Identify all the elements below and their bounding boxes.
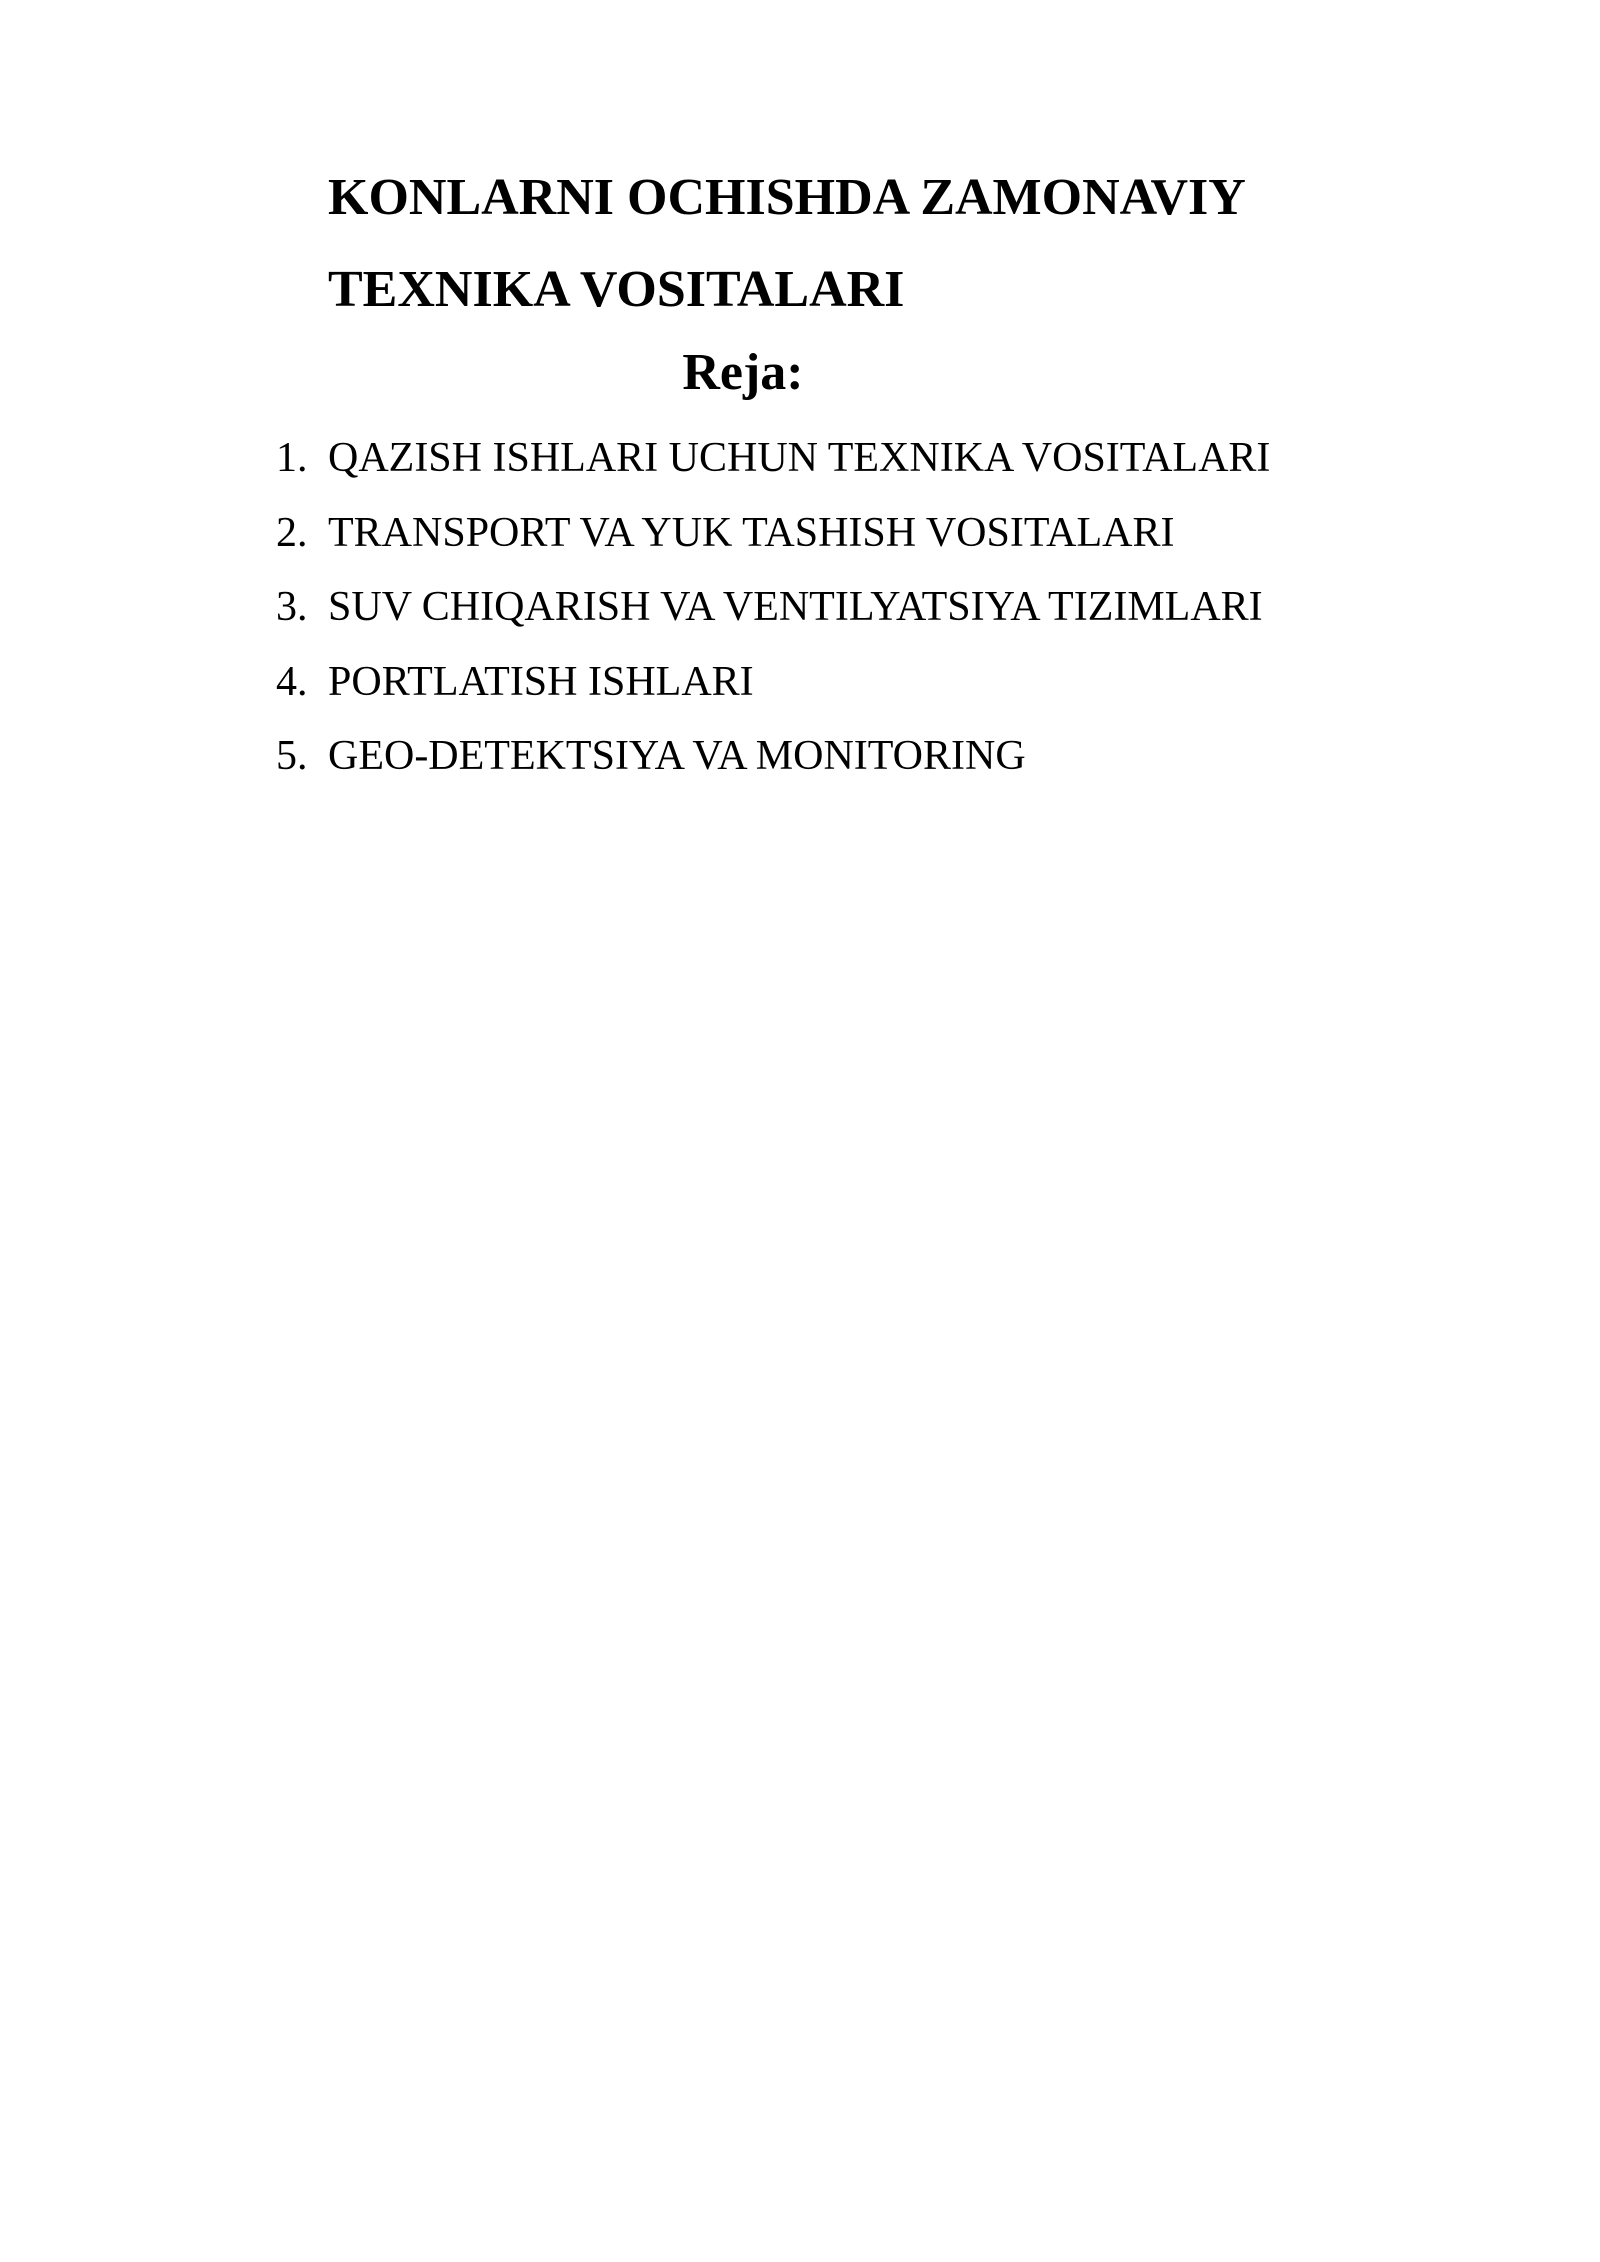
list-item-number: 5. — [276, 733, 308, 779]
list-item-text: GEO-DETEKTSIYA VA MONITORING — [328, 733, 1026, 779]
list-item-text: PORTLATISH ISHLARI — [328, 658, 754, 705]
plan-heading: Reja: — [682, 344, 804, 401]
document-title — [328, 152, 1428, 336]
list-item-number: 3. — [276, 584, 308, 630]
title-line-2: TEXNIKA VOSITALARI — [328, 261, 905, 318]
list-item-number: 1. — [276, 435, 308, 481]
list-item-number: 4. — [276, 658, 308, 705]
list-item-text: SUV CHIQARISH VA VENTILYATSIYA TIZIMLARI — [328, 584, 1263, 630]
title-line-1: KONLARNI OCHISHDA ZAMONAVIY — [328, 169, 1246, 226]
list-item-number: 2. — [276, 509, 308, 556]
list-item-text: QAZISH ISHLARI UCHUN TEXNIKA VOSITALARI — [328, 435, 1271, 481]
list-item-text: TRANSPORT VA YUK TASHISH VOSITALARI — [328, 509, 1175, 556]
